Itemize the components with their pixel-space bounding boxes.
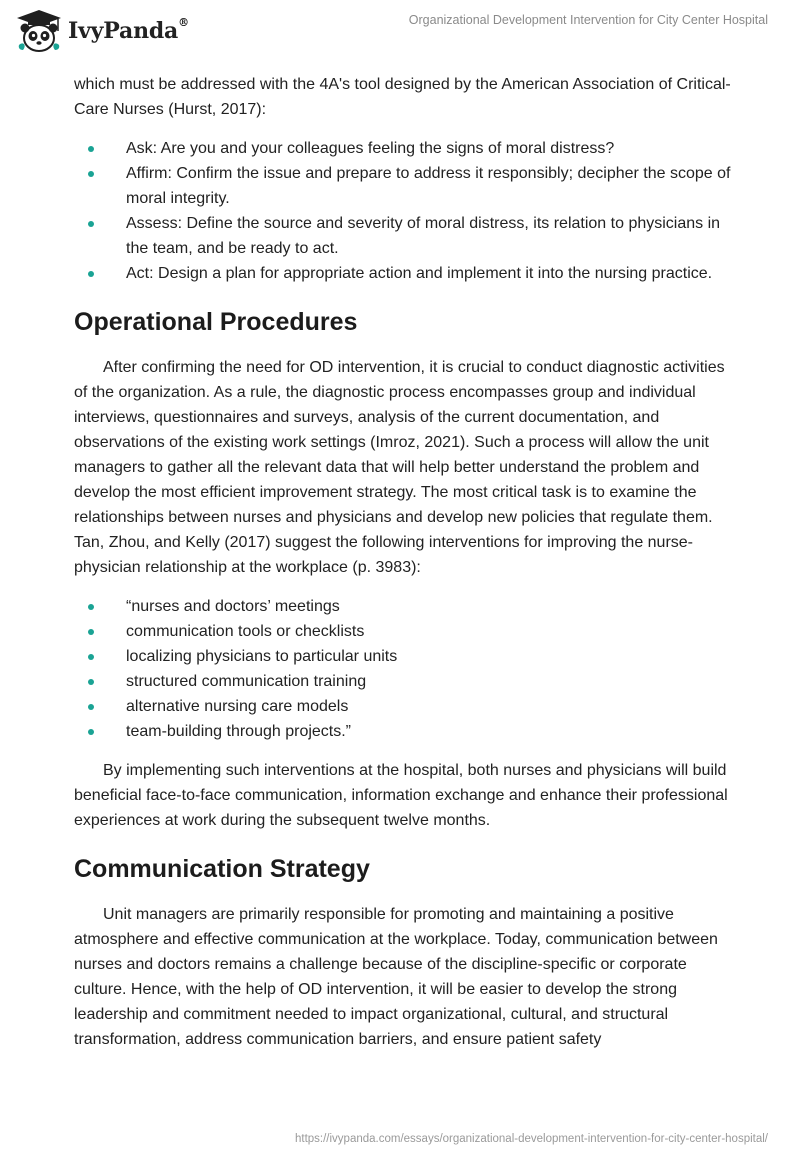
intro-paragraph: which must be addressed with the 4A's tool designed by the American Association of Critical-Care Nurses (Hurst, 2017): [74,76,731,118]
list-item: localizing physicians to particular units [74,644,734,669]
communication-strategy-paragraph: Unit managers are primarily responsible for promoting and maintaining a positive atmosphere and effective communication at the workplace. Today, communication between nurses and doctors remains a challenge because of the discipline-specific or corporate culture. Hence, with the help of OD intervention, it will be easier to develop the strong leadership and commitment needed to impact organizational, cultural, and structural transformation, address communication barriers, and ensure patient safety [74,906,718,1048]
operational-procedures-paragraph: After confirming the need for OD intervention, it is crucial to conduct diagnostic activities of the organization. As a rule, the diagnostic process encompasses group and individual interviews, questionnaires and surveys, analysis of the current documentation, and observations of the existing work settings (Imroz, 2021). Such a process will allow the unit managers to gather all the relevant data that will help better understand the problem and develop the most efficient improvement strategy. The most critical task is to examine the relationships between nurses and physicians and develop new policies that regulate them. Tan, Zhou, and Kelly (2017) suggest the following interventions for improving the nurse-physician relationship at the workplace (p. 3983): [74,359,725,576]
bullet-icon [88,679,94,685]
bullet-icon [88,604,94,610]
list-item: Ask: Are you and your colleagues feeling the signs of moral distress? [74,136,734,161]
brand-name: IvyPanda® [68,16,189,44]
interventions-list [74,594,734,744]
list-item: structured communication training [74,669,734,694]
bullet-icon [88,629,94,635]
ivypanda-logo[interactable] [14,6,189,56]
list-item: “nurses and doctors’ meetings [74,594,734,619]
panda-graduate-icon [14,9,64,53]
interventions-outcome-paragraph: By implementing such interventions at the hospital, both nurses and physicians will build beneficial face-to-face communication, information exchange and enhance their professional experiences at work during the subsequent twelve months. [74,762,728,829]
bullet-icon [88,704,94,710]
list-item: Assess: Define the source and severity of moral distress, its relation to physicians in the team, and be ready to act. [74,211,734,261]
page-header [0,0,800,60]
bullet-icon [88,146,94,152]
list-item: communication tools or checklists [74,619,734,644]
bullet-icon [88,221,94,227]
list-item: Affirm: Confirm the issue and prepare to address it responsibly; decipher the scope of moral integrity. [74,161,734,211]
document-title: Organizational Development Intervention for City Center Hospital [408,13,768,27]
bullet-icon [88,171,94,177]
list-item: Act: Design a plan for appropriate action and implement it into the nursing practice. [74,261,734,286]
list-item: alternative nursing care models [74,694,734,719]
section-heading-operational-procedures: Operational Procedures [74,308,358,336]
section-heading-communication-strategy: Communication Strategy [74,855,370,883]
essay-content [74,72,734,1052]
bullet-icon [88,654,94,660]
list-item: team-building through projects.” [74,719,734,744]
source-url[interactable]: https://ivypanda.com/essays/organizational-development-intervention-for-city-center-hospital/ [294,1133,768,1145]
bullet-icon [88,729,94,735]
bullet-icon [88,271,94,277]
four-a-list [74,136,734,286]
